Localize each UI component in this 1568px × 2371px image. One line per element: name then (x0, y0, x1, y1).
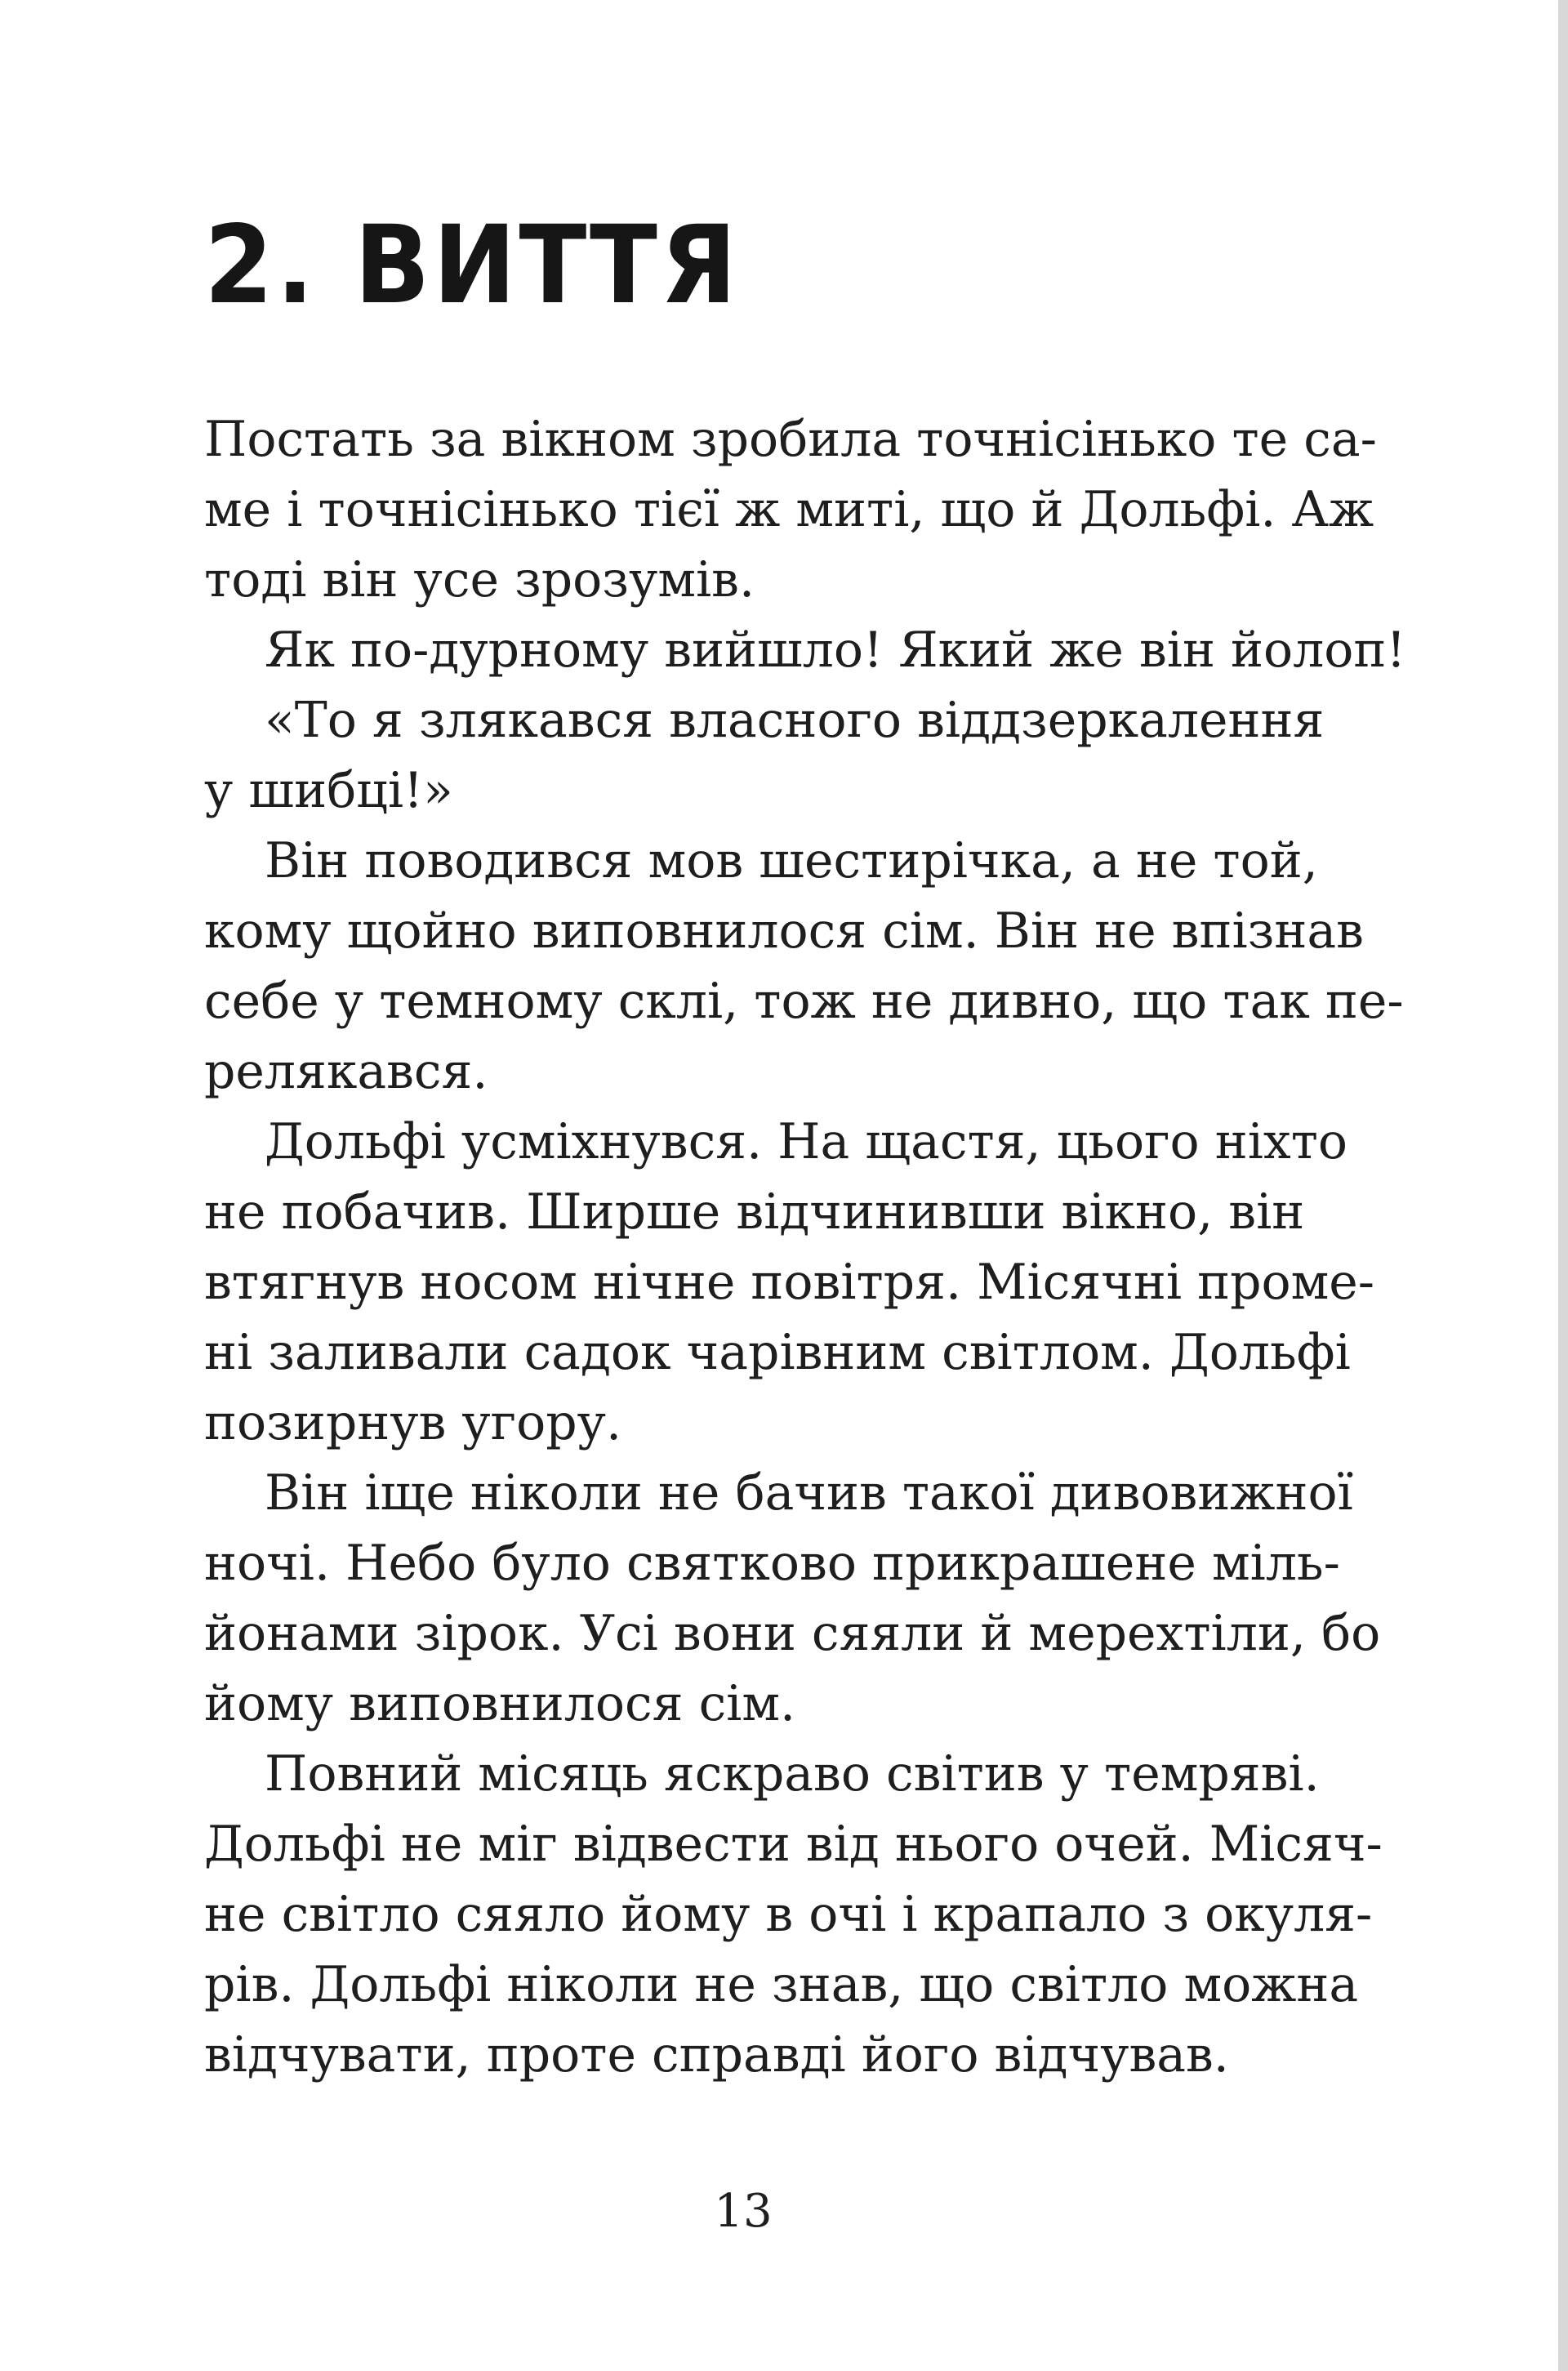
body-text (204, 404, 1406, 2090)
text-line: не світло сяяло йому в очі і крапало з окуля- (204, 1886, 1373, 1943)
text-line: Він іще ніколи не бачив такої дивовижної (265, 1464, 1353, 1522)
page-number: 13 (714, 2185, 773, 2238)
text-line: відчувати, проте справді його відчував. (204, 2026, 1229, 2084)
text-line: втягнув носом нічне повітря. Місячні проме- (204, 1254, 1375, 1311)
text-line: Дольфі не міг відвести від нього очей. Місяч- (204, 1816, 1383, 1873)
text-line: релякався. (204, 1043, 488, 1100)
chapter-title: 2. ВИТТЯ (204, 203, 740, 328)
text-line: Постать за вікном зробила точнісінько те са- (204, 411, 1377, 468)
text-line: ночі. Небо було святково прикрашене міль- (204, 1535, 1340, 1592)
text-line: у шибці!» (204, 762, 453, 819)
text-line: йому виповнилося сім. (204, 1675, 796, 1732)
text-line: Він поводився мов шестирічка, а не той, (265, 832, 1318, 889)
text-line: «То я злякався власного віддзеркалення (265, 692, 1325, 749)
text-line: йонами зірок. Усі вони сяяли й мерехтіли, бо (204, 1605, 1381, 1662)
text-line: не побачив. Ширше відчинивши вікно, він (204, 1183, 1305, 1241)
text-line: ме і точнісінько тієї ж миті, що й Дольфі. Аж (204, 481, 1374, 538)
text-line: ні заливали садок чарівним світлом. Дольфі (204, 1324, 1351, 1381)
text-line: Дольфі усміхнувся. На щастя, цього ніхто (265, 1113, 1348, 1170)
text-line: Як по-дурному вийшло! Який же він йолоп! (265, 622, 1406, 679)
text-line: позирнув угору. (204, 1394, 622, 1451)
text-line: рів. Дольфі ніколи не знав, що світло можна (204, 1956, 1359, 2013)
text-line: кому щойно виповнилося сім. Він не впізнав (204, 902, 1364, 960)
page-edge-shadow (1558, 0, 1568, 2371)
text-line: себе у темному склі, тож не дивно, що так пе- (204, 973, 1404, 1030)
text-line: Повний місяць яскраво світив у темряві. (265, 1745, 1320, 1803)
text-line: тоді він усе зрозумів. (204, 551, 755, 608)
